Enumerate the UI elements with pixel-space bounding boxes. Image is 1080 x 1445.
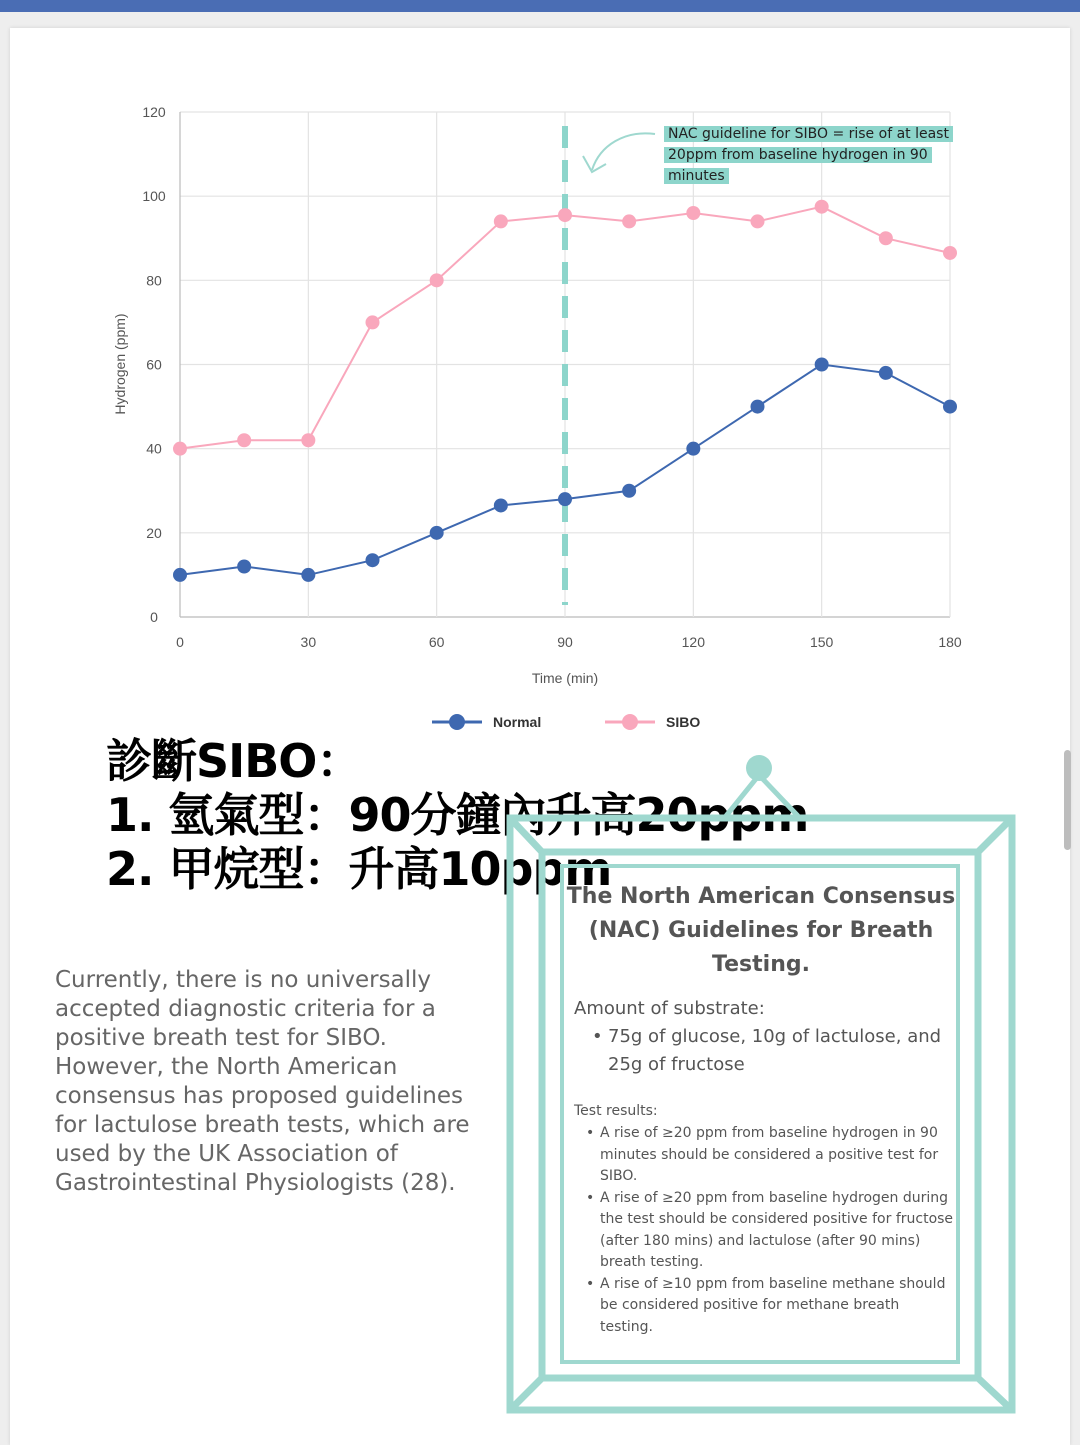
results-heading: Test results: [574, 1103, 658, 1119]
data-point-sibo [943, 246, 957, 260]
data-point-normal [622, 484, 636, 498]
data-point-sibo [622, 214, 636, 228]
legend-label-normal: Normal [493, 714, 542, 730]
y-axis-label: Hydrogen (ppm) [112, 313, 128, 415]
data-point-normal [879, 366, 893, 380]
y-tick-label: 120 [142, 104, 166, 120]
annotation-arrow-icon [592, 133, 655, 170]
legend-marker-normal [449, 714, 465, 730]
guide-title: The North American Consensus (NAC) Guidelines for Breath Testing. [566, 884, 956, 977]
y-tick-label: 40 [146, 440, 162, 457]
data-point-normal [943, 400, 957, 414]
result-item: • A rise of ≥20 ppm from baseline hydrogen in 90 minutes should be considered a positive test for SIBO. [586, 1123, 956, 1188]
data-point-normal [301, 568, 315, 582]
data-point-normal [430, 526, 444, 540]
overlay-line-2: 1. 氫氣型：90分鐘內升高20ppm [106, 788, 809, 842]
data-point-normal [558, 492, 572, 506]
data-point-normal [686, 442, 700, 456]
result-item: • A rise of ≥20 ppm from baseline hydrogen during the test should be considered positive for fructose (after 180 mins) and lactulose (after 90 mins) breath testing. [586, 1188, 956, 1274]
x-tick-label: 90 [557, 634, 573, 650]
y-tick-label: 80 [146, 272, 162, 289]
y-tick-label: 60 [146, 356, 162, 373]
data-point-normal [237, 560, 251, 574]
x-tick-label: 120 [681, 634, 706, 650]
y-tick-label: 20 [146, 524, 162, 541]
data-point-normal [173, 568, 187, 582]
substrate-heading: Amount of substrate: [574, 998, 765, 1019]
x-tick-label: 0 [176, 634, 184, 650]
data-point-sibo [558, 208, 572, 222]
y-tick-label: 0 [150, 609, 158, 625]
result-item: • A rise of ≥10 ppm from baseline methane should be considered positive for methane breath testing. [586, 1274, 956, 1339]
x-tick-label: 30 [300, 634, 317, 650]
overlay-line-3: 2. 甲烷型：升高10ppm [106, 842, 612, 896]
data-point-normal [494, 498, 508, 512]
x-tick-label: 60 [428, 634, 445, 650]
data-point-sibo [815, 200, 829, 214]
data-point-sibo [173, 442, 187, 456]
body-paragraph: Currently, there is no universally accepted diagnostic criteria for a positive breath test for SIBO. However, the North American consensus has proposed guidelines for lactulose breath tests, which are used by the UK Association of Gastrointestinal Physiologists (28). [55, 967, 470, 1196]
data-point-sibo [301, 433, 315, 447]
x-axis-label: Time (min) [531, 670, 599, 686]
data-point-sibo [366, 315, 380, 329]
x-tick-label: 150 [809, 634, 834, 650]
overlay-line-1: 診斷SIBO： [106, 734, 362, 788]
legend-marker-sibo [622, 714, 638, 730]
nac-guidelines-card [566, 880, 956, 1338]
data-point-sibo [751, 214, 765, 228]
substrate-item: • 75g of glucose, 10g of lactulose, and 25g of fructose [592, 1023, 956, 1079]
y-tick-label: 100 [142, 188, 166, 205]
legend-label-sibo: SIBO [666, 714, 701, 730]
data-point-sibo [430, 273, 444, 287]
data-point-sibo [879, 231, 893, 245]
data-point-sibo [237, 433, 251, 447]
data-point-normal [366, 553, 380, 567]
data-point-normal [751, 400, 765, 414]
scrollbar-thumb[interactable] [1064, 750, 1071, 850]
data-point-sibo [494, 214, 508, 228]
data-point-sibo [686, 206, 700, 220]
chart-legend [432, 714, 700, 730]
data-point-normal [815, 358, 829, 372]
x-tick-label: 180 [938, 634, 962, 650]
guideline-annotation: NAC guideline for SIBO = rise of at least 20ppm from baseline hydrogen in 90 minutes [664, 124, 964, 187]
